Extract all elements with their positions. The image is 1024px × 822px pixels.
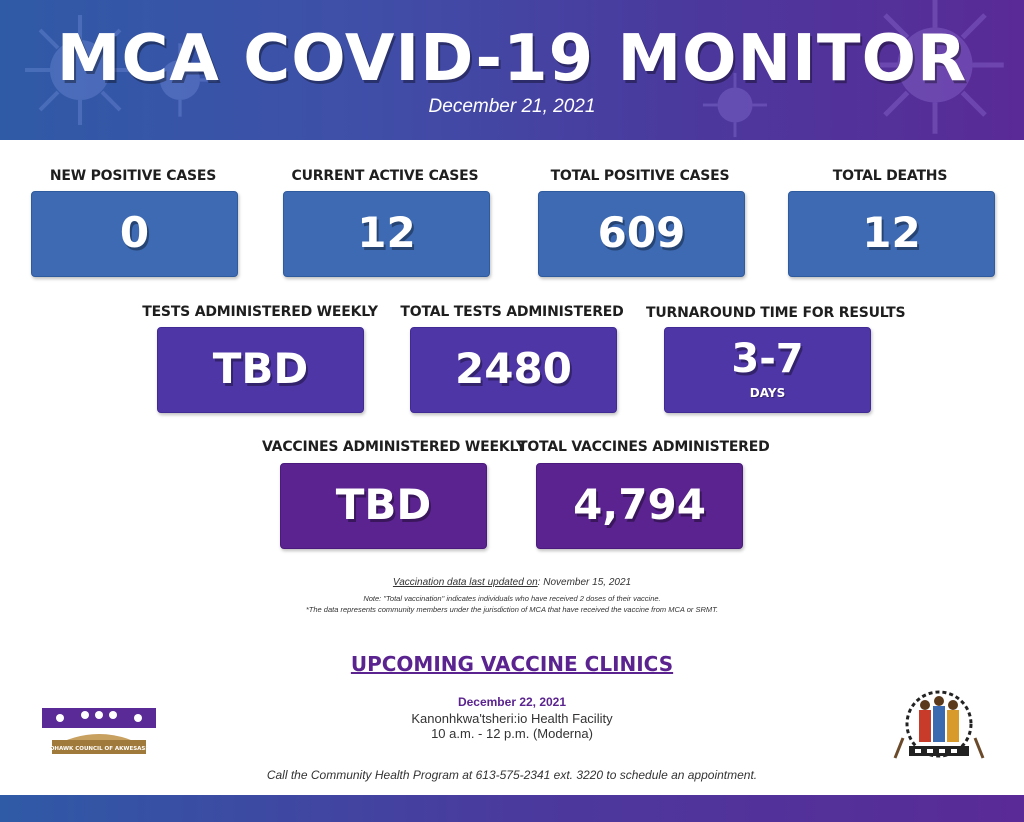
stat-box-active-cases <box>283 191 490 277</box>
stat-value-total-positive: 609 <box>597 208 686 257</box>
page-title: MCA COVID-19 MONITOR <box>56 22 968 96</box>
stat-label-new-positive: NEW POSITIVE CASES <box>49 168 217 184</box>
stat-label-turnaround: TURNAROUND TIME FOR RESULTS <box>646 305 906 321</box>
stat-label-total-vaccines: TOTAL VACCINES ADMINISTERED <box>518 439 770 455</box>
header-banner <box>0 0 1024 140</box>
clinic-time: 10 a.m. - 12 p.m. (Moderna) <box>431 726 593 741</box>
clinic-location: Kanonhkwa'tsheri:io Health Facility <box>411 711 613 726</box>
report-date: December 21, 2021 <box>428 96 596 117</box>
stat-box-total-positive <box>538 191 745 277</box>
stat-label-total-positive: TOTAL POSITIVE CASES <box>550 168 730 184</box>
stat-value-total-vaccines: 4,794 <box>573 480 706 529</box>
stat-unit-turnaround: DAYS <box>749 386 786 400</box>
stat-value-vaccines-weekly: TBD <box>335 480 432 529</box>
clinic-date: December 22, 2021 <box>457 695 567 709</box>
updated-date: : November 15, 2021 <box>537 577 632 588</box>
stat-box-total-tests <box>410 327 617 413</box>
upcoming-clinics-heading: UPCOMING VACCINE CLINICS <box>350 652 674 676</box>
stat-value-new-positive: 0 <box>119 208 150 257</box>
note-total-vaccination: Note: "Total vaccination" indicates individuals who have received 2 doses of their vaccine. <box>363 594 661 603</box>
stat-label-total-tests: TOTAL TESTS ADMINISTERED <box>400 304 624 320</box>
stat-value-total-deaths: 12 <box>862 208 921 257</box>
stat-label-vaccines-weekly: VACCINES ADMINISTERED WEEKLY <box>262 439 526 455</box>
stat-box-total-deaths <box>788 191 995 277</box>
stat-value-active-cases: 12 <box>357 208 416 257</box>
stat-value-turnaround: 3-7 <box>731 336 804 382</box>
mohawk-council-logo-icon <box>40 700 158 758</box>
community-figures-logo-icon <box>893 688 985 766</box>
stat-label-active-cases: CURRENT ACTIVE CASES <box>291 168 479 184</box>
updated-label: Vaccination data last updated on <box>392 577 538 588</box>
stat-box-turnaround <box>664 327 871 413</box>
stat-value-total-tests: 2480 <box>455 344 572 393</box>
vaccination-updated-line <box>0 577 1024 588</box>
logo-text: MOHAWK COUNCIL OF AKWESASNE <box>44 746 154 752</box>
stat-value-tests-weekly: TBD <box>212 344 309 393</box>
note-data-jurisdiction: *The data represents community members under the jurisdiction of MCA that have received the vaccine from MCA or SRMT. <box>305 605 719 614</box>
stat-label-tests-weekly: TESTS ADMINISTERED WEEKLY <box>142 304 378 320</box>
footer-bar <box>0 795 1024 822</box>
call-to-action: Call the Community Health Program at 613-575-2341 ext. 3220 to schedule an appointment. <box>266 768 758 782</box>
stat-box-new-positive <box>31 191 238 277</box>
stat-label-total-deaths: TOTAL DEATHS <box>832 168 948 184</box>
stat-box-vaccines-weekly <box>280 463 487 549</box>
stat-box-total-vaccines <box>536 463 743 549</box>
stat-box-tests-weekly <box>157 327 364 413</box>
